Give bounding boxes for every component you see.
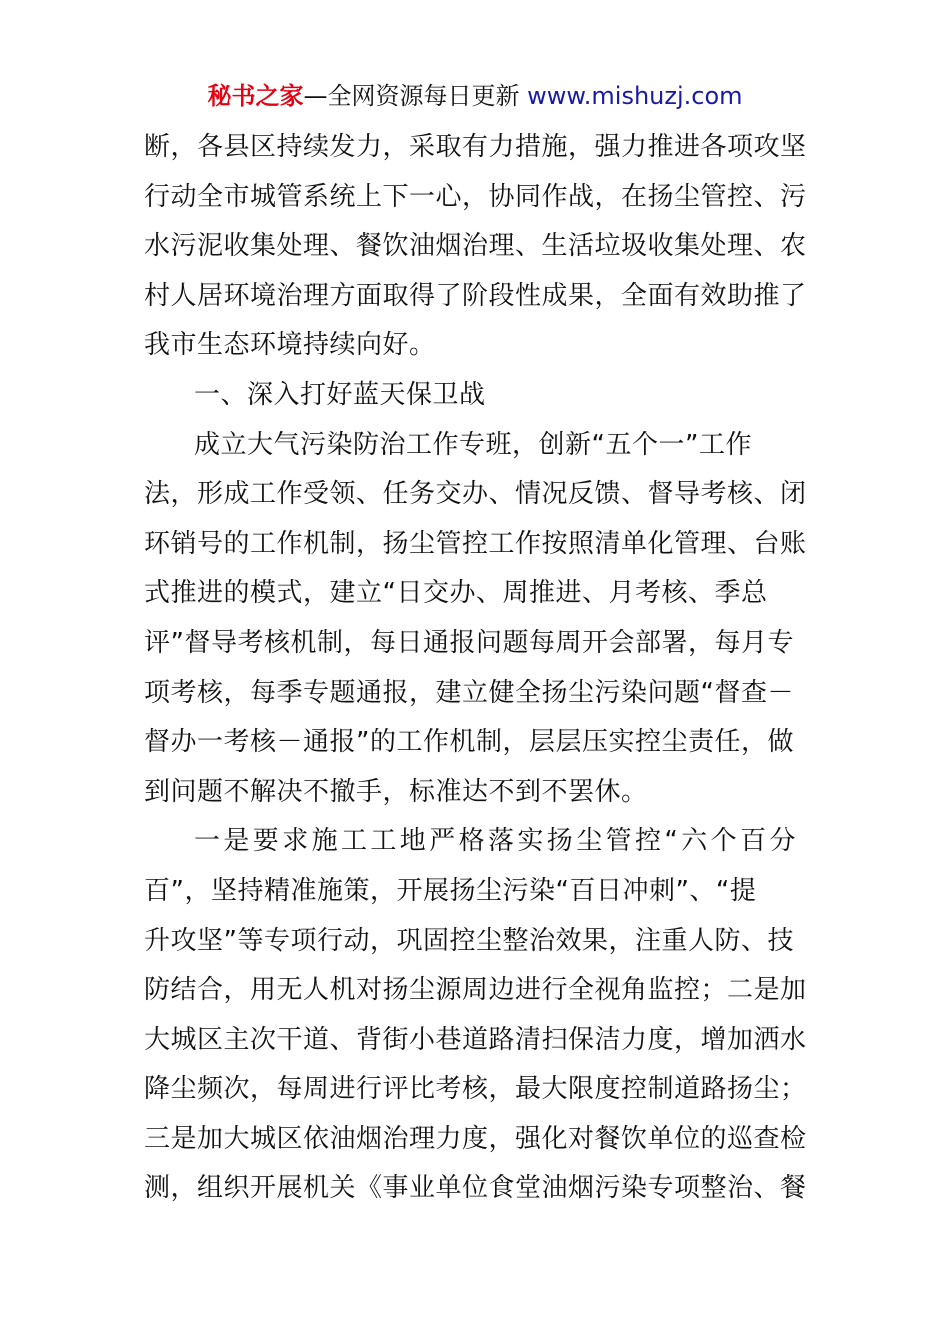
paragraph-line: 升攻坚”等专项行动，巩固控尘整治效果，注重人防、技 — [144, 925, 794, 956]
paragraph-line: 一是要求施工工地严格落实扬尘管控“六个百分 — [194, 826, 799, 857]
paragraph-line: 防结合，用无人机对扬尘源周边进行全视角监控；二是加 — [144, 975, 807, 1006]
paragraph-line: 测，组织开展机关《事业单位食堂油烟污染专项整治、餐 — [144, 1173, 807, 1204]
paragraph-line: 成立大气污染防治工作专班，创新“五个一”工作 — [194, 429, 752, 460]
paragraph-line: 大城区主次干道、背街小巷道路清扫保洁力度，增加洒水 — [144, 1024, 807, 1055]
paragraph-line: 式推进的模式，建立“日交办、周推进、月考核、季总 — [144, 578, 768, 609]
paragraph-line: 村人居环境治理方面取得了阶段性成果，全面有效助推了 — [144, 280, 807, 311]
paragraph-line: 降尘频次，每周进行评比考核，最大限度控制道路扬尘； — [144, 1074, 807, 1105]
site-header — [0, 80, 950, 112]
paragraph-line: 到问题不解决不撤手，标准达不到不罢休。 — [144, 776, 648, 807]
brand-name: 秘书之家 — [207, 82, 304, 110]
paragraph-line: 水污泥收集处理、餐饮油烟治理、生活垃圾收集处理、农 — [144, 231, 807, 262]
paragraph-line: 法，形成工作受领、任务交办、情况反馈、督导考核、闭 — [144, 479, 807, 510]
paragraph-line: 项考核，每季专题通报，建立健全扬尘污染问题“督查－ — [144, 677, 794, 708]
paragraph-line: 百”，坚持精准施策，开展扬尘污染“百日冲刺”、“提 — [144, 875, 757, 906]
section-heading: 一、深入打好蓝天保卫战 — [194, 379, 486, 410]
paragraph-line: 三是加大城区依油烟治理力度，强化对餐饮单位的巡查检 — [144, 1123, 807, 1154]
header-tagline: —全网资源每日更新 — [303, 82, 528, 110]
paragraph-line: 评”督导考核机制，每日通报问题每周开会部署，每月专 — [144, 627, 794, 658]
document-body — [144, 123, 808, 1214]
paragraph-line: 断，各县区持续发力，采取有力措施，强力推进各项攻坚 — [144, 132, 807, 162]
paragraph-line: 行动全市城管系统上下一心，协同作战，在扬尘管控、污 — [144, 181, 807, 212]
paragraph-line: 环销号的工作机制，扬尘管控工作按照清单化管理、台账 — [144, 528, 807, 559]
paragraph-line: 督办一考核－通报”的工作机制，层层压实控尘责任，做 — [144, 727, 794, 758]
paragraph-line: 我市生态环境持续向好。 — [144, 330, 436, 361]
site-url[interactable]: www.mishuzj.com — [527, 82, 743, 110]
